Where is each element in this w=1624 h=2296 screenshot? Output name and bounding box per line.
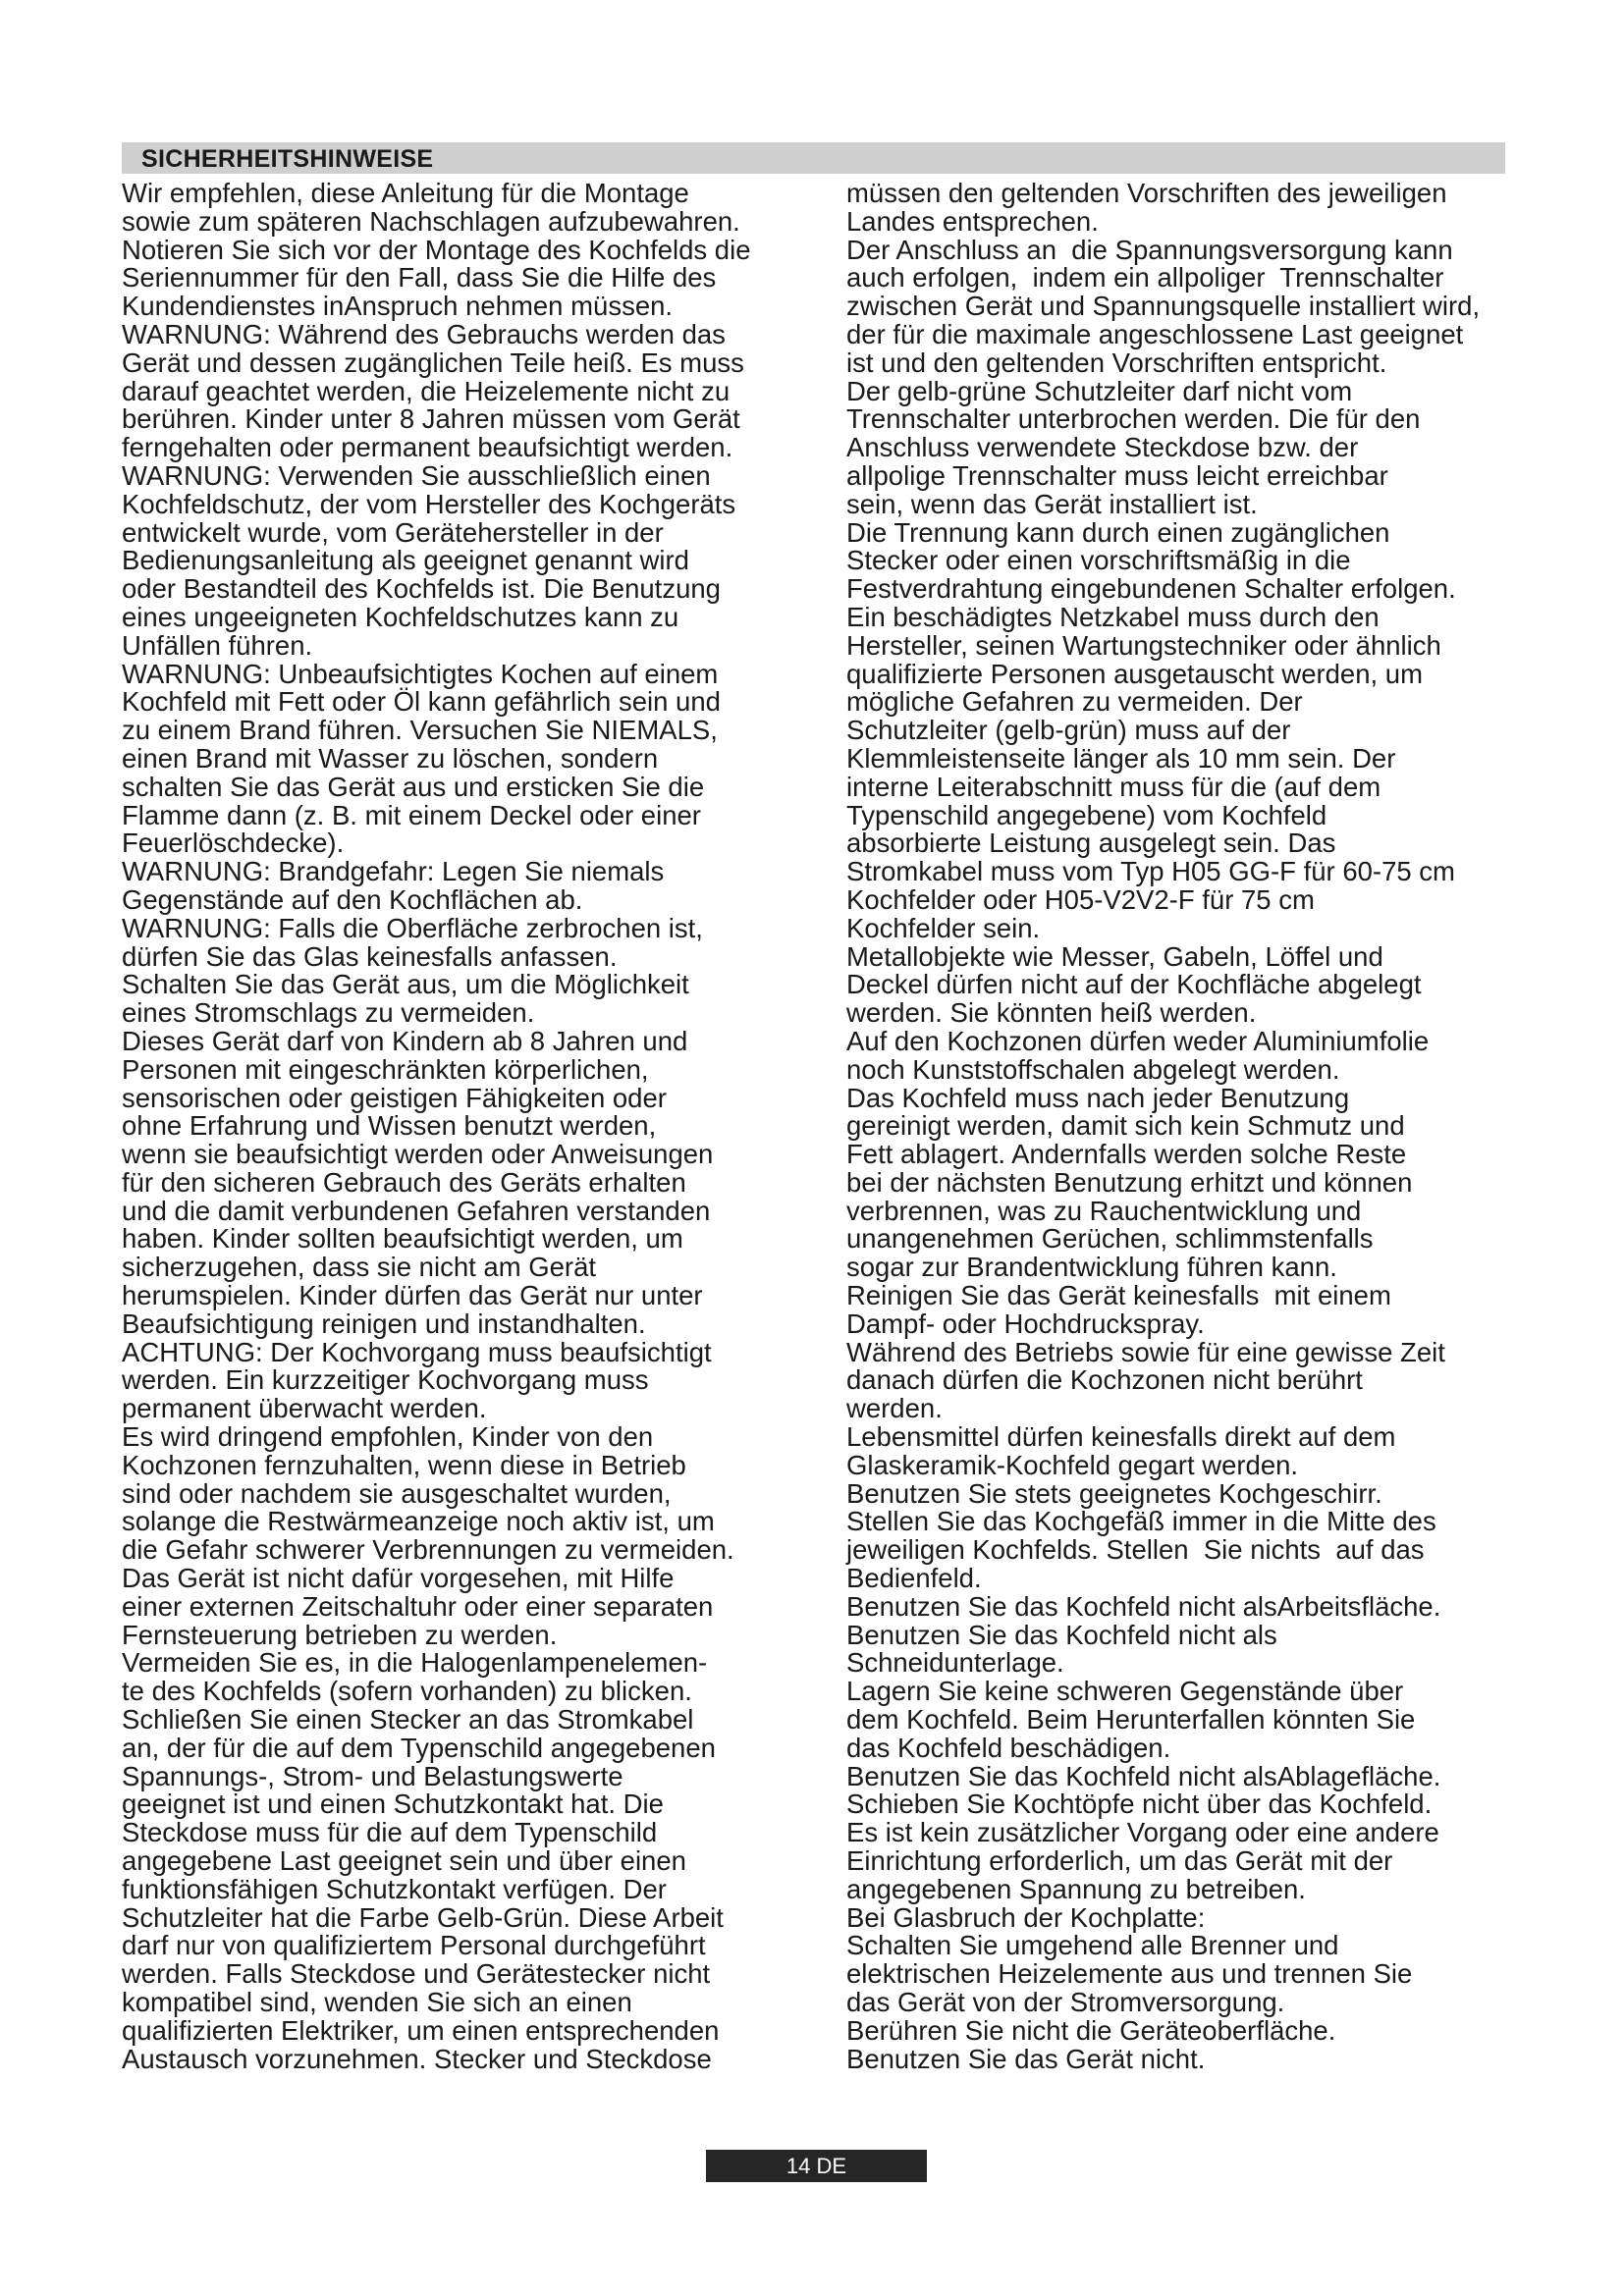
- text-line: Es ist kein zusätzlicher Vorgang oder eine andere: [846, 1817, 1439, 1848]
- text-line: Berühren Sie nicht die Geräteoberfläche.: [846, 2014, 1336, 2046]
- text-line: Das Kochfeld muss nach jeder Benutzung: [846, 1082, 1350, 1113]
- text-line: schalten Sie das Gerät aus und ersticken Sie die: [122, 771, 705, 802]
- text-line: permanent überwacht werden.: [122, 1393, 487, 1424]
- text-line: eines Stromschlags zu vermeiden.: [122, 997, 535, 1029]
- text-line: Kochzonen fernzuhalten, wenn diese in Betrieb: [122, 1449, 686, 1480]
- text-line: Spannungs-, Strom- und Belastungswerte: [122, 1760, 623, 1791]
- text-line: werden. Ein kurzzeitiger Kochvorgang muss: [122, 1364, 649, 1396]
- text-line: ohne Erfahrung und Wissen benutzt werden,: [122, 1110, 657, 1142]
- text-line: Das Gerät ist nicht dafür vorgesehen, mit Hilfe: [122, 1563, 675, 1594]
- text-line: Bei Glasbruch der Kochplatte:: [846, 1901, 1206, 1933]
- text-line: angegebene Last geeignet sein und über einen: [122, 1845, 686, 1877]
- text-line: Anschluss verwendete Steckdose bzw. der: [846, 432, 1359, 463]
- text-line: te des Kochfelds (sofern vorhanden) zu blicken.: [122, 1676, 692, 1707]
- text-line: herumspielen. Kinder dürfen das Gerät nur unter: [122, 1280, 703, 1311]
- text-line: WARNUNG: Verwenden Sie ausschließlich einen: [122, 459, 711, 491]
- text-line: allpolige Trennschalter muss leicht erreichbar: [846, 459, 1388, 491]
- text-line: Bedienungsanleitung als geeignet genannt wird: [122, 545, 689, 576]
- text-line: Auf den Kochzonen dürfen weder Aluminiumfolie: [846, 1025, 1430, 1056]
- text-line: auch erfolgen, indem ein allpoliger Trennschalter: [846, 262, 1444, 294]
- text-line: Lagern Sie keine schweren Gegenstände über: [846, 1676, 1404, 1707]
- text-line: oder Bestandteil des Kochfelds ist. Die Benutzung: [122, 573, 721, 605]
- text-line: der für die maximale angeschlossene Last geeignet: [846, 318, 1464, 349]
- text-line: sensorischen oder geistigen Fähigkeiten oder: [122, 1082, 667, 1113]
- text-line: Einrichtung erforderlich, um das Gerät mit der: [846, 1845, 1393, 1877]
- text-line: Unfällen führen.: [122, 629, 313, 661]
- text-line: haben. Kinder sollten beaufsichtigt werden, um: [122, 1223, 683, 1255]
- text-line: Trennschalter unterbrochen werden. Die für den: [846, 403, 1421, 435]
- text-line: WARNUNG: Falls die Oberfläche zerbrochen ist,: [122, 912, 703, 943]
- text-line: ferngehalten oder permanent beaufsichtigt werden.: [122, 432, 733, 463]
- text-line: Notieren Sie sich vor der Montage des Kochfelds die: [122, 234, 751, 265]
- text-line: wenn sie beaufsichtigt werden oder Anweisungen: [122, 1139, 714, 1170]
- text-line: Steckdose muss für die auf dem Typenschild: [122, 1817, 658, 1848]
- text-line: Schutzleiter hat die Farbe Gelb-Grün. Diese Arbeit: [122, 1901, 724, 1933]
- text-line: sicherzugehen, dass sie nicht am Gerät: [122, 1252, 597, 1283]
- text-line: Fett ablagert. Andernfalls werden solche Reste: [846, 1139, 1407, 1170]
- text-line: Ein beschädigtes Netzkabel muss durch den: [846, 601, 1380, 632]
- left-text-column: [122, 180, 809, 2073]
- right-text-column: [846, 180, 1532, 2073]
- text-line: kompatibel sind, wenden Sie sich an einen: [122, 1987, 632, 2017]
- text-line: Lebensmittel dürfen keinesfalls direkt auf dem: [846, 1421, 1396, 1453]
- page-number: 14 DE: [706, 2150, 927, 2182]
- text-line: qualifizierten Elektriker, um einen entsprechenden: [122, 2014, 720, 2046]
- section-title: SICHERHEITSHINWEISE: [141, 145, 434, 173]
- text-line: Die Trennung kann durch einen zugänglichen: [846, 516, 1390, 548]
- text-line: Stromkabel muss vom Typ H05 GG-F für 60-75 cm: [846, 856, 1455, 887]
- text-line: dem Kochfeld. Beim Herunterfallen könnten Sie: [846, 1704, 1416, 1735]
- text-line: dürfen Sie das Glas keinesfalls anfassen.: [122, 940, 618, 972]
- text-line: Schutzleiter (gelb-grün) muss auf der: [846, 715, 1291, 746]
- text-line: Schalten Sie umgehend alle Brenner und: [846, 1930, 1339, 1961]
- text-line: Glaskeramik-Kochfeld gegart werden.: [846, 1449, 1299, 1480]
- text-line: für den sicheren Gebrauch des Geräts erhalten: [122, 1166, 686, 1198]
- text-line: Austausch vorzunehmen. Stecker und Steckdose: [122, 2043, 712, 2074]
- text-line: zwischen Gerät und Spannungsquelle installiert wird,: [846, 291, 1481, 322]
- text-line: die Gefahr schwerer Verbrennungen zu vermeiden.: [122, 1534, 734, 1566]
- text-line: Flamme dann (z. B. mit einem Deckel oder einer: [122, 799, 701, 830]
- text-line: sowie zum späteren Nachschlagen aufzubewahren.: [122, 205, 740, 237]
- text-line: Kochfelder oder H05-V2V2-F für 75 cm: [846, 883, 1315, 915]
- text-line: an, der für die auf dem Typenschild angegebenen: [122, 1732, 716, 1763]
- text-line: WARNUNG: Unbeaufsichtigtes Kochen auf einem: [122, 658, 719, 689]
- text-line: Deckel dürfen nicht auf der Kochfläche abgelegt: [846, 969, 1422, 1000]
- text-line: und die damit verbundenen Gefahren verstanden: [122, 1195, 711, 1226]
- text-line: das Kochfeld beschädigen.: [846, 1732, 1171, 1763]
- text-line: zu einem Brand führen. Versuchen Sie NIEMALS,: [122, 715, 718, 746]
- text-line: Klemmleistenseite länger als 10 mm sein. Der: [846, 742, 1396, 774]
- text-line: Benutzen Sie stets geeignetes Kochgeschirr.: [846, 1477, 1382, 1509]
- text-line: Hersteller, seinen Wartungstechniker oder ähnlich: [846, 629, 1441, 661]
- text-line: eines ungeeigneten Kochfeldschutzes kann zu: [122, 601, 679, 632]
- text-line: geeignet ist und einen Schutzkontakt hat. Die: [122, 1789, 664, 1820]
- text-line: verbrennen, was zu Rauchentwicklung und: [846, 1195, 1362, 1226]
- text-line: ist und den geltenden Vorschriften entspricht.: [846, 347, 1387, 378]
- text-line: Metallobjekte wie Messer, Gabeln, Löffel und: [846, 940, 1383, 972]
- text-line: Gegenstände auf den Kochflächen ab.: [122, 883, 583, 915]
- text-line: gereinigt werden, damit sich kein Schmutz und: [846, 1110, 1405, 1142]
- text-line: jeweiligen Kochfelds. Stellen Sie nichts auf das: [846, 1534, 1425, 1566]
- text-line: Vermeiden Sie es, in die Halogenlampenelemen-: [122, 1647, 708, 1679]
- text-line: Gerät und dessen zugänglichen Teile heiß. Es muss: [122, 347, 744, 378]
- text-line: mögliche Gefahren zu vermeiden. Der: [846, 686, 1303, 718]
- text-line: Bedienfeld.: [846, 1563, 982, 1594]
- text-line: Der gelb-grüne Schutzleiter darf nicht vom: [846, 375, 1353, 406]
- text-line: Kundendienstes inAnspruch nehmen müssen.: [122, 291, 674, 322]
- text-line: Landes entsprechen.: [846, 205, 1099, 237]
- text-line: qualifizierte Personen ausgetauscht werden, um: [846, 658, 1424, 689]
- text-line: Reinigen Sie das Gerät keinesfalls mit einem: [846, 1280, 1391, 1311]
- text-line: absorbierte Leistung ausgelegt sein. Das: [846, 828, 1336, 859]
- text-line: Feuerlöschdecke).: [122, 828, 345, 859]
- text-line: werden.: [846, 1393, 943, 1424]
- text-line: unangenehmen Gerüchen, schlimmstenfalls: [846, 1223, 1374, 1255]
- text-line: Benutzen Sie das Gerät nicht.: [846, 2043, 1206, 2074]
- text-line: darf nur von qualifiziertem Personal durchgeführt: [122, 1930, 706, 1961]
- text-line: Stellen Sie das Kochgefäß immer in die Mitte des: [846, 1506, 1436, 1537]
- text-line: funktionsfähigen Schutzkontakt verfügen. Der: [122, 1873, 667, 1904]
- text-line: Schneidunterlage.: [846, 1647, 1064, 1679]
- text-line: einen Brand mit Wasser zu löschen, sondern: [122, 742, 659, 774]
- text-line: Kochfelder sein.: [846, 912, 1041, 943]
- text-line: müssen den geltenden Vorschriften des jeweiligen: [846, 178, 1447, 208]
- text-line: Während des Betriebs sowie für eine gewisse Zeit: [846, 1336, 1445, 1367]
- section-header-bar: [122, 142, 1505, 174]
- text-line: bei der nächsten Benutzung erhitzt und können: [846, 1166, 1413, 1198]
- text-line: Fernsteuerung betrieben zu werden.: [122, 1619, 558, 1650]
- text-line: berühren. Kinder unter 8 Jahren müssen vom Gerät: [122, 403, 740, 435]
- text-line: Der Anschluss an die Spannungsversorgung kann: [846, 234, 1453, 265]
- text-line: Schieben Sie Kochtöpfe nicht über das Kochfeld.: [846, 1789, 1433, 1820]
- text-line: Kochfeld mit Fett oder Öl kann gefährlich sein und: [122, 686, 721, 718]
- text-line: Dampf- oder Hochdruckspray.: [846, 1308, 1205, 1339]
- text-line: Seriennummer für den Fall, dass Sie die Hilfe des: [122, 262, 717, 294]
- text-line: Dieses Gerät darf von Kindern ab 8 Jahren und: [122, 1025, 688, 1056]
- text-line: elektrischen Heizelemente aus und trennen Sie: [846, 1958, 1413, 1990]
- text-line: Wir empfehlen, diese Anleitung für die Montage: [122, 178, 689, 208]
- text-line: WARNUNG: Während des Gebrauchs werden das: [122, 318, 726, 349]
- text-line: Personen mit eingeschränkten körperlichen,: [122, 1053, 649, 1085]
- text-line: entwickelt wurde, vom Gerätehersteller in der: [122, 516, 664, 548]
- text-line: Benutzen Sie das Kochfeld nicht als: [846, 1619, 1277, 1650]
- text-line: ACHTUNG: Der Kochvorgang muss beaufsichtigt: [122, 1336, 712, 1367]
- text-line: Benutzen Sie das Kochfeld nicht alsArbeitsfläche.: [846, 1590, 1441, 1622]
- text-line: Es wird dringend empfohlen, Kinder von den: [122, 1421, 654, 1453]
- text-line: sein, wenn das Gerät installiert ist.: [846, 488, 1258, 519]
- text-line: Beaufsichtigung reinigen und instandhalten.: [122, 1308, 646, 1339]
- text-line: Kochfeldschutz, der vom Hersteller des Kochgeräts: [122, 488, 736, 519]
- text-line: darauf geachtet werden, die Heizelemente nicht zu: [122, 375, 731, 406]
- text-line: einer externen Zeitschaltuhr oder einer separaten: [122, 1590, 714, 1622]
- text-line: Festverdrahtung eingebundenen Schalter erfolgen.: [846, 573, 1456, 605]
- text-line: angegebenen Spannung zu betreiben.: [846, 1873, 1306, 1904]
- text-line: das Gerät von der Stromversorgung.: [846, 1987, 1285, 2017]
- text-line: Typenschild angegebene) vom Kochfeld: [846, 799, 1327, 830]
- text-line: WARNUNG: Brandgefahr: Legen Sie niemals: [122, 856, 665, 887]
- text-line: Stecker oder einen vorschriftsmäßig in die: [846, 545, 1351, 576]
- text-line: danach dürfen die Kochzonen nicht berührt: [846, 1364, 1363, 1396]
- text-line: werden. Sie könnten heiß werden.: [846, 997, 1257, 1029]
- text-line: noch Kunststoffschalen abgelegt werden.: [846, 1053, 1340, 1085]
- text-line: werden. Falls Steckdose und Gerätestecker nicht: [122, 1958, 711, 1990]
- text-line: interne Leiterabschnitt muss für die (auf dem: [846, 771, 1381, 802]
- text-line: solange die Restwärmeanzeige noch aktiv ist, um: [122, 1506, 715, 1537]
- text-line: Benutzen Sie das Kochfeld nicht alsAblagefläche.: [846, 1760, 1441, 1791]
- text-line: Schließen Sie einen Stecker an das Stromkabel: [122, 1704, 694, 1735]
- text-line: sind oder nachdem sie ausgeschaltet wurden,: [122, 1477, 672, 1509]
- text-line: sogar zur Brandentwicklung führen kann.: [846, 1252, 1337, 1283]
- text-line: Schalten Sie das Gerät aus, um die Möglichkeit: [122, 969, 689, 1000]
